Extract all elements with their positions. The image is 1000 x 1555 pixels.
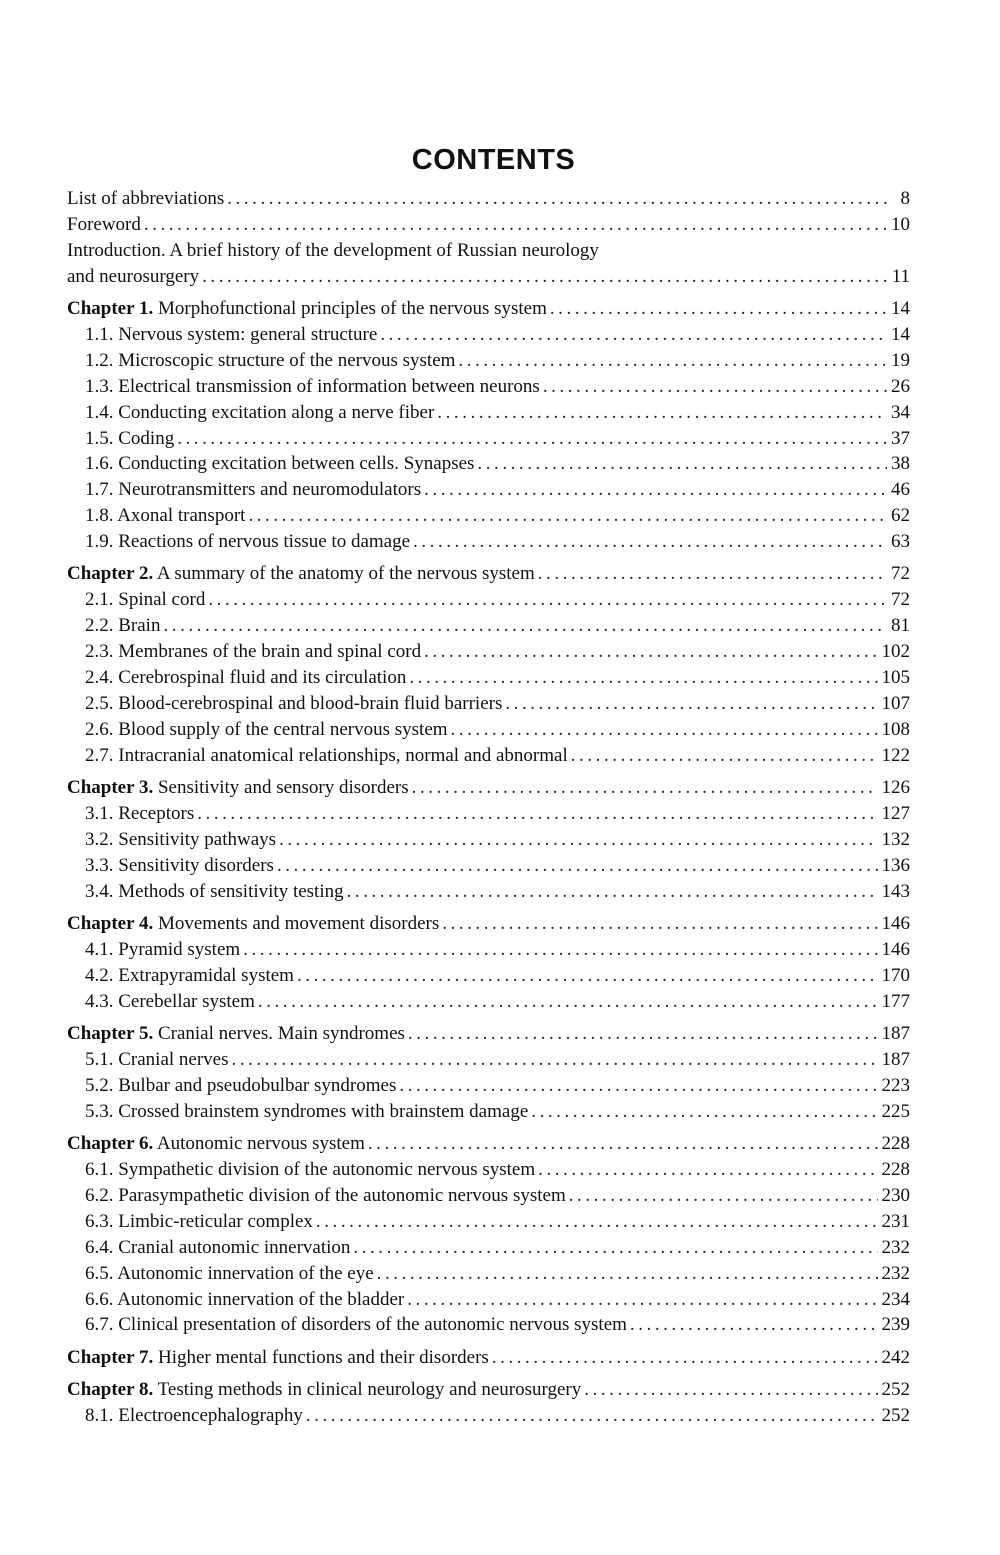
toc-chapter-page: 14 — [891, 298, 910, 320]
toc-section — [67, 1183, 910, 1209]
toc-section-page: 38 — [891, 453, 910, 475]
dot-leader — [232, 1047, 878, 1073]
dot-leader — [277, 853, 878, 879]
chapter-number: Chapter 8. — [67, 1379, 154, 1401]
toc-section-page: 19 — [891, 349, 910, 371]
toc-chapter-page: 187 — [881, 1023, 910, 1045]
dot-leader — [630, 1312, 878, 1338]
toc-chapter-label — [67, 775, 409, 801]
dot-leader — [279, 827, 877, 853]
toc-section-page: 232 — [881, 1236, 910, 1258]
dot-leader — [550, 296, 887, 322]
dot-leader — [408, 1021, 878, 1047]
chapter-title: Higher mental functions and their disorders — [157, 1346, 489, 1368]
toc-section-label: 1.5. Coding — [85, 427, 175, 449]
toc-section-page: 170 — [881, 964, 910, 986]
dot-leader — [306, 1403, 878, 1429]
toc-section-page: 122 — [881, 744, 910, 766]
toc-section-label: 2.2. Brain — [85, 615, 161, 637]
dot-leader — [248, 503, 887, 529]
toc-section-label: 3.3. Sensitivity disorders — [85, 854, 274, 876]
toc-entry-label: and neurosurgery — [67, 265, 200, 287]
toc-chapter-3 — [67, 775, 910, 801]
toc-section-label: 1.2. Microscopic structure of the nervous system — [85, 349, 456, 371]
toc-section — [67, 1312, 910, 1338]
chapter-number: Chapter 4. — [67, 913, 154, 935]
dot-leader — [243, 937, 877, 963]
dot-leader — [377, 1261, 878, 1287]
toc-section — [67, 1287, 910, 1313]
toc-section-label: 2.5. Blood-cerebrospinal and blood-brain fluid barriers — [85, 692, 503, 714]
dot-leader — [227, 186, 888, 212]
toc-section — [67, 1261, 910, 1287]
toc-section — [67, 1047, 910, 1073]
toc-section-page: 105 — [881, 667, 910, 689]
toc-chapter-page: 146 — [881, 913, 910, 935]
toc-section — [67, 477, 910, 503]
toc-section-page: 225 — [881, 1100, 910, 1122]
toc-chapter-label — [67, 1377, 581, 1403]
toc-section-page: 177 — [881, 990, 910, 1012]
toc-section-page: 34 — [891, 401, 910, 423]
toc-section — [67, 1209, 910, 1235]
toc-section — [67, 691, 910, 717]
dot-leader — [177, 426, 887, 452]
toc-chapter-page: 72 — [891, 563, 910, 585]
dot-leader — [543, 374, 887, 400]
toc-chapter-label — [67, 296, 547, 322]
toc-section-page: 127 — [881, 802, 910, 824]
toc-section — [67, 322, 910, 348]
toc-section-label: 6.1. Sympathetic division of the autonomic nervous system — [85, 1159, 536, 1181]
toc-chapter-page: 228 — [881, 1133, 910, 1155]
toc-section — [67, 503, 910, 529]
toc-section-label: 1.4. Conducting excitation along a nerve fiber — [85, 401, 435, 423]
chapter-number: Chapter 2. — [67, 563, 154, 585]
toc-section — [67, 717, 910, 743]
toc-section-label: 6.6. Autonomic innervation of the bladder — [85, 1288, 405, 1310]
dot-leader — [584, 1377, 877, 1403]
dot-leader — [353, 1235, 877, 1261]
toc-chapter-label — [67, 1345, 489, 1371]
toc-section-label: 1.9. Reactions of nervous tissue to damage — [85, 531, 411, 553]
dot-leader — [424, 477, 887, 503]
chapter-number: Chapter 5. — [67, 1023, 154, 1045]
toc-section — [67, 400, 910, 426]
toc-section-page: 230 — [881, 1184, 910, 1206]
toc-section-page: 132 — [881, 828, 910, 850]
toc-section — [67, 587, 910, 613]
dot-leader — [437, 400, 887, 426]
chapter-number: Chapter 1. — [67, 298, 154, 320]
dot-leader — [380, 322, 887, 348]
toc-section-label: 3.2. Sensitivity pathways — [85, 828, 277, 850]
toc-section-label: 6.3. Limbic-reticular complex — [85, 1210, 313, 1232]
toc-entry-introduction — [67, 238, 910, 264]
toc-entry-label: List of abbreviations — [67, 188, 225, 209]
dot-leader — [399, 1073, 877, 1099]
toc-chapter-label — [67, 561, 535, 587]
toc-section — [67, 426, 910, 452]
toc-section — [67, 1157, 910, 1183]
chapter-number: Chapter 3. — [67, 777, 154, 799]
chapter-title: Cranial nerves. Main syndromes — [157, 1023, 405, 1045]
toc-chapter-label — [67, 1021, 405, 1047]
toc-section — [67, 879, 910, 905]
dot-leader — [531, 1099, 877, 1125]
dot-leader — [163, 613, 887, 639]
toc-section-label: 5.1. Cranial nerves — [85, 1049, 229, 1070]
dot-leader — [413, 529, 887, 555]
toc-section — [67, 529, 910, 555]
toc-chapter-page: 252 — [881, 1379, 910, 1401]
dot-leader — [144, 212, 887, 238]
toc-section — [67, 613, 910, 639]
toc-section-label: 6.7. Clinical presentation of disorders of the autonomic nervous system — [85, 1314, 627, 1336]
toc-section-page: 102 — [881, 641, 910, 663]
dot-leader — [571, 743, 878, 769]
toc-section-page: 108 — [881, 718, 910, 740]
toc-section-label: 5.2. Bulbar and pseudobulbar syndromes — [85, 1074, 397, 1096]
toc-entries — [67, 186, 910, 1429]
toc-section-label: 2.6. Blood supply of the central nervous system — [85, 718, 448, 740]
toc-section-page: 228 — [881, 1159, 910, 1181]
dot-leader — [347, 879, 878, 905]
toc-section-page: 62 — [891, 505, 910, 527]
toc-chapter-page: 242 — [881, 1346, 910, 1368]
dot-leader — [492, 1345, 878, 1371]
dot-leader — [258, 989, 878, 1015]
toc-section-label: 1.8. Axonal transport — [85, 505, 246, 527]
toc-section-page: 14 — [891, 323, 910, 345]
toc-section-label: 3.1. Receptors — [85, 802, 195, 824]
dot-leader — [208, 587, 887, 613]
toc-entry-page: 11 — [891, 265, 910, 287]
dot-leader — [451, 717, 878, 743]
toc-section-page: 26 — [891, 375, 910, 397]
toc-section — [67, 1403, 910, 1429]
toc-section-page: 252 — [881, 1405, 910, 1427]
toc-section — [67, 665, 910, 691]
toc-section-page: 81 — [891, 615, 910, 637]
toc-section-page: 234 — [881, 1288, 910, 1310]
toc-section-page: 239 — [881, 1314, 910, 1336]
toc-chapter-2 — [67, 561, 910, 587]
dot-leader — [409, 665, 877, 691]
toc-section-label: 2.1. Spinal cord — [85, 589, 206, 611]
toc-section-label: 4.2. Extrapyramidal system — [85, 964, 294, 986]
toc-section — [67, 348, 910, 374]
toc-section-label: 1.6. Conducting excitation between cells. Synapses — [85, 453, 475, 475]
toc-section-page: 46 — [891, 479, 910, 501]
toc-chapter-7 — [67, 1345, 910, 1371]
toc-section-label: 6.2. Parasympathetic division of the autonomic nervous system — [85, 1184, 566, 1206]
toc-section-label: 6.4. Cranial autonomic innervation — [85, 1236, 351, 1258]
toc-section-label: 8.1. Electroencephalography — [85, 1405, 303, 1427]
dot-leader — [538, 1157, 877, 1183]
toc-entry-page: 8 — [900, 188, 910, 209]
dot-leader — [197, 801, 877, 827]
toc-section — [67, 1235, 910, 1261]
toc-chapter-1 — [67, 296, 910, 322]
chapter-title: Sensitivity and sensory disorders — [157, 777, 409, 799]
toc-section — [67, 827, 910, 853]
dot-leader — [424, 639, 877, 665]
toc-section-page: 37 — [891, 427, 910, 449]
toc-section-page: 143 — [881, 880, 910, 902]
toc-section — [67, 937, 910, 963]
page-title: CONTENTS — [411, 144, 576, 176]
dot-leader — [538, 561, 887, 587]
toc-section-page: 232 — [881, 1262, 910, 1284]
toc-chapter-8 — [67, 1377, 910, 1403]
dot-leader — [297, 963, 878, 989]
dot-leader — [458, 348, 887, 374]
chapter-number: Chapter 7. — [67, 1346, 154, 1368]
toc-section — [67, 451, 910, 477]
toc-section-label: 2.4. Cerebrospinal fluid and its circulation — [85, 667, 407, 689]
toc-chapter-4 — [67, 911, 910, 937]
toc-chapter-5 — [67, 1021, 910, 1047]
toc-section-page: 63 — [891, 531, 910, 553]
toc-section-page: 146 — [881, 938, 910, 960]
toc-section-label: 3.4. Methods of sensitivity testing — [85, 880, 344, 902]
toc-section-page: 187 — [881, 1049, 910, 1070]
toc-entry-abbreviations — [67, 186, 910, 212]
dot-leader — [316, 1209, 878, 1235]
toc-section — [67, 801, 910, 827]
toc-chapter-6 — [67, 1131, 910, 1157]
chapter-title: Testing methods in clinical neurology and neurosurgery — [157, 1379, 582, 1401]
toc-chapter-label — [67, 1131, 365, 1157]
toc-section — [67, 639, 910, 665]
toc-section-label: 6.5. Autonomic innervation of the eye — [85, 1262, 374, 1284]
toc-section-page: 231 — [881, 1210, 910, 1232]
toc-section-label: 5.3. Crossed brainstem syndromes with brainstem damage — [85, 1100, 529, 1122]
toc-section — [67, 374, 910, 400]
dot-leader — [505, 691, 877, 717]
dot-leader — [412, 775, 878, 801]
chapter-title: Morphofunctional principles of the nervous system — [157, 298, 547, 320]
toc-section-label: 4.1. Pyramid system — [85, 938, 241, 960]
toc-section-page: 72 — [891, 589, 910, 611]
toc-section-label: 1.1. Nervous system: general structure — [85, 323, 378, 345]
toc-chapter-page: 126 — [881, 777, 910, 799]
chapter-title: Movements and movement disorders — [157, 913, 440, 935]
toc-page — [67, 140, 910, 1429]
dot-leader — [442, 911, 877, 937]
toc-entry-label: Foreword — [67, 213, 141, 235]
toc-section-label: 2.3. Membranes of the brain and spinal cord — [85, 641, 422, 663]
dot-leader — [569, 1183, 878, 1209]
dot-leader — [407, 1287, 877, 1313]
toc-section — [67, 743, 910, 769]
dot-leader — [368, 1131, 878, 1157]
toc-entry-page: 10 — [891, 213, 910, 235]
toc-entry-label: Introduction. A brief history of the development of Russian neurology — [67, 239, 599, 261]
toc-section — [67, 963, 910, 989]
toc-section-label: 1.7. Neurotransmitters and neuromodulators — [85, 479, 422, 501]
toc-entry-introduction-cont — [67, 264, 910, 290]
toc-chapter-label — [67, 911, 439, 937]
dot-leader — [477, 451, 887, 477]
toc-section — [67, 1099, 910, 1125]
toc-section-label: 4.3. Cerebellar system — [85, 990, 255, 1012]
toc-section-page: 136 — [881, 854, 910, 876]
toc-section — [67, 989, 910, 1015]
toc-section — [67, 1073, 910, 1099]
toc-section-page: 223 — [881, 1074, 910, 1096]
toc-section-label: 1.3. Electrical transmission of information between neurons — [85, 375, 540, 397]
toc-section-page: 107 — [881, 692, 910, 714]
chapter-title: A summary of the anatomy of the nervous system — [156, 563, 535, 585]
dot-leader — [202, 264, 888, 290]
toc-section — [67, 853, 910, 879]
toc-entry-foreword — [67, 212, 910, 238]
chapter-number: Chapter 6. — [67, 1133, 154, 1155]
chapter-title: Autonomic nervous system — [156, 1133, 365, 1155]
toc-section-label: 2.7. Intracranial anatomical relationships, normal and abnormal — [85, 744, 568, 766]
